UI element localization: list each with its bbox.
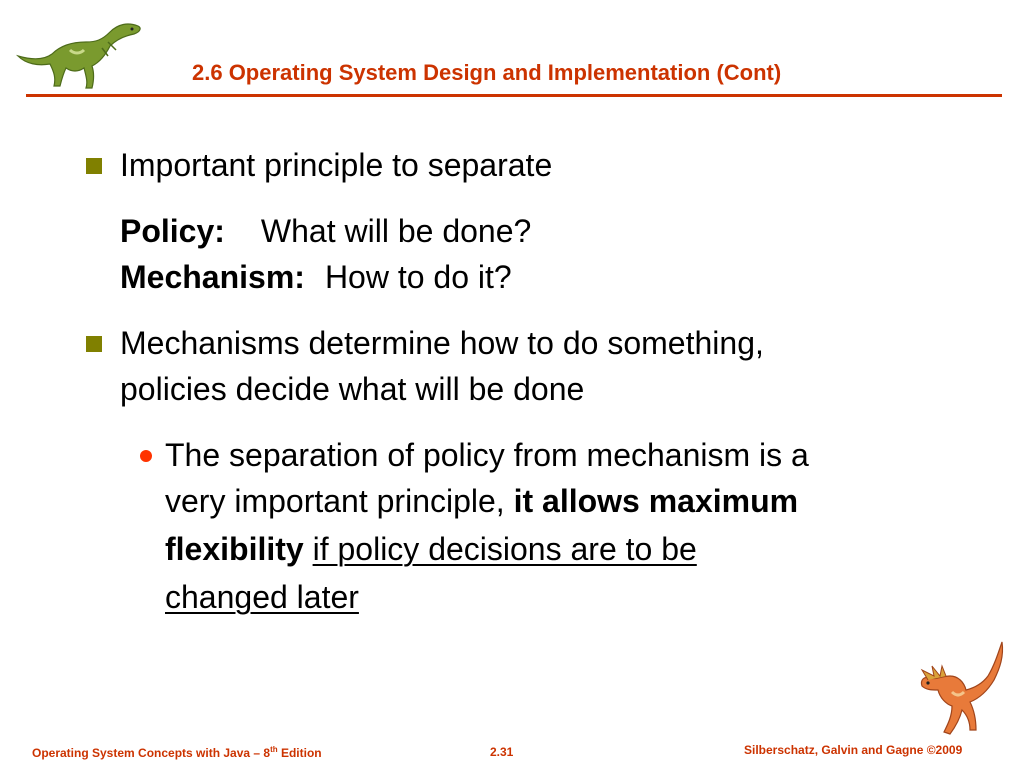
footer-page-number: 2.31: [490, 745, 514, 759]
footer-authors: Silberschatz, Galvin and Gagne ©2009: [744, 743, 963, 757]
dinosaur-logo-icon: [10, 20, 145, 92]
footer-book-title: Operating System Concepts with Java – 8th Edition: [32, 745, 322, 760]
bullet-2-line-2: policies decide what will be done: [120, 371, 585, 407]
sub-bullet-line-3: [165, 530, 697, 568]
mechanism-label: Mechanism:: [120, 259, 305, 295]
square-bullet-icon: [86, 336, 102, 352]
dinosaur-logo-icon: [908, 640, 1008, 740]
policy-text: What will be done?: [260, 213, 532, 249]
sub-line-3-bold: flexibility: [165, 531, 304, 567]
square-bullet-icon: [86, 158, 102, 174]
sub-bullet-line-4: [165, 578, 359, 616]
title-divider: [26, 94, 1002, 97]
sub-line-2-bold: it allows maximum: [513, 483, 799, 519]
sub-line-2-normal: very important principle,: [165, 483, 505, 519]
bullet-2-line-1: Mechanisms determine how to do something,: [120, 325, 764, 361]
policy-line: [120, 212, 531, 250]
mechanism-text: How to do it?: [324, 259, 512, 295]
sub-line-3-underline: if policy decisions are to be: [312, 531, 697, 567]
mechanism-line: [120, 258, 512, 296]
policy-label: Policy:: [120, 213, 225, 249]
sub-bullet-line-1: The separation of policy from mechanism is a: [165, 437, 809, 473]
slide-title: 2.6 Operating System Design and Implementation (Cont): [192, 60, 782, 85]
sub-bullet-line-2: [165, 482, 798, 520]
bullet-1-text: Important principle to separate: [120, 147, 553, 183]
sub-line-4-underline: changed later: [165, 579, 359, 615]
round-bullet-icon: [140, 450, 152, 462]
